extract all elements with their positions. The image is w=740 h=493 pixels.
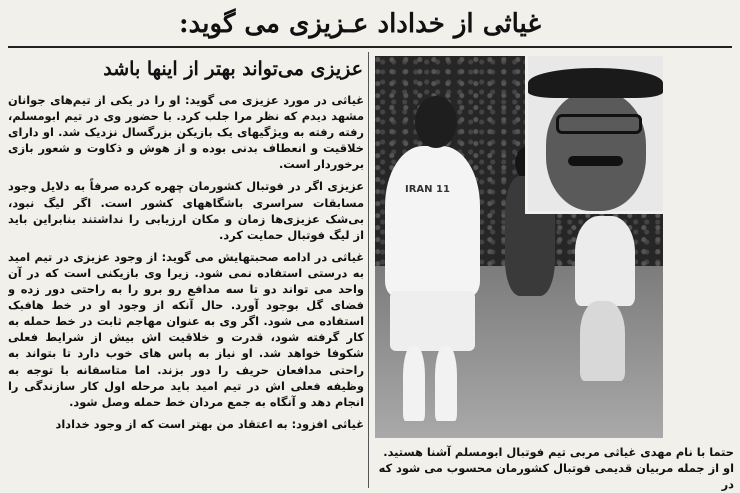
player-jersey: [385, 146, 480, 296]
player-leg: [435, 346, 457, 421]
article-body: [8, 92, 364, 490]
coach-portrait: [525, 56, 663, 214]
player-body: [575, 216, 635, 306]
paragraph: عزیزی اگر در فوتبال کشورمان چهره کرده صرفاً به دلایل وجود مسابقات سراسری باشگاههای کشور است. اگر لیگ نبود، بی‌شک عزیزی‌ها زمان و مکان ارزیابی را نداشتند بنابراین باید از لیگ فوتبال حمایت کرد.: [8, 179, 364, 242]
mustache: [568, 156, 623, 166]
coach-face: [546, 91, 646, 211]
headline: غیاثی از خداداد عـزیزی می گوید:: [179, 9, 541, 39]
paragraph: غیاثی در ادامه صحبتهایش می گوید: از وجود عزیزی در تیم امید به درستی استفاده نمی شود. زیرا وی بازیکنی است که در آن واحد می تواند دو تا سه مدافع رو برو را به راحتی دور زده و فضای گل بوجود آورد. حال آنکه از وجود او در خط هافبک استفاده می شود. اگر وی به عنوان مهاجم ثابت در خط حمله به کار گرفته شود، قدرت و خلاقیت اش بیش از شرایط فعلی شکوفا خواهد شد. او نیاز به پاس های خوب دارد تا بتواند به راحتی مدافعان حریف را دور بزند. اما متاسفانه با توجه به وظیفه فعلی اش در تیم امید باید مرحله اول کار سازندگی را انجام دهد و آنگاه به جمع مردان خط حمله وصل شود.: [8, 249, 364, 409]
player-head: [415, 96, 457, 148]
photo-caption: حتما با نام مهدی غیاثی مربی تیم فوتبال ابومسلم آشنا هستید. او از جمله مربیان قدیمی فوتبال کشورمان محسوب می شود که در: [378, 445, 734, 491]
subheadline: عزیزی می‌تواند بهتر از اینها باشد: [103, 58, 363, 80]
match-photo: [375, 56, 663, 438]
paragraph: غیاثی در مورد عزیزی می گوید: او را در یکی از تیم‌های جوانان مشهد دیدم که نظر مرا جلب کرد. با حضور وی در تیم ابومسلم، رفته رفته به ویژگیهای یک بازیکن بزرگسال نزدیک شد. او دارای خلاقیت و انعطاف بدنی بوده و از هوش و ذکاوت و شعور بازی برخوردار است.: [8, 93, 364, 172]
player-legs: [580, 301, 625, 381]
headline-rule: [8, 46, 732, 48]
player-shorts: [390, 291, 475, 351]
column-divider: [368, 52, 369, 488]
glasses-icon: [556, 114, 642, 134]
jersey-label: IRAN 11: [405, 184, 450, 195]
paragraph: غیاثی افزود: به اعتقاد من بهتر است که از وجود خداداد: [55, 416, 364, 431]
coach-cap: [528, 68, 663, 98]
player-leg: [403, 346, 425, 421]
